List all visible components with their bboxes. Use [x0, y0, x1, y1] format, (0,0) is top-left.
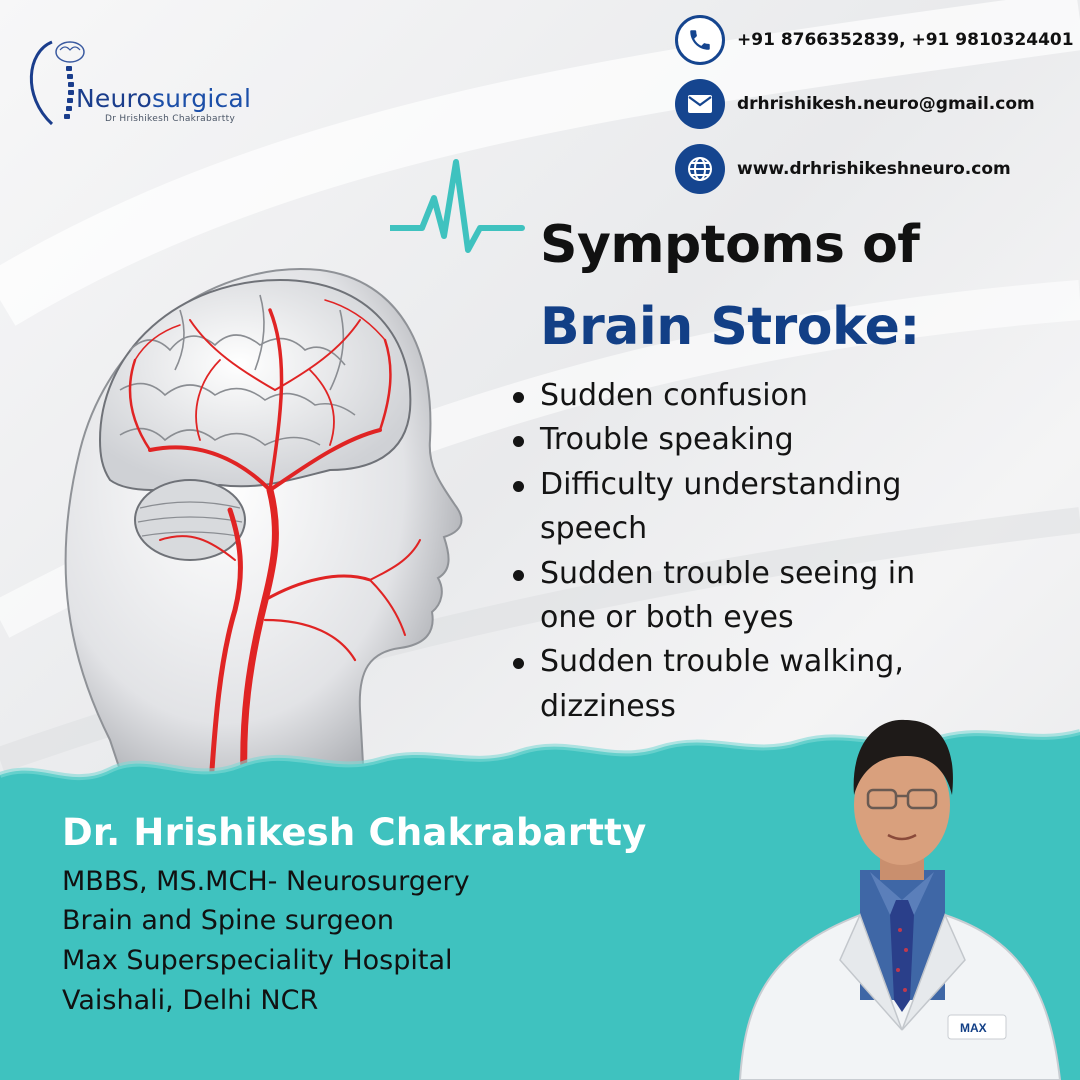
doctor-portrait [720, 700, 1080, 1080]
doctor-photo [720, 700, 1080, 1080]
heading-line-2: Brain Stroke: [540, 297, 920, 357]
logo-word-neuro: Neuro [76, 84, 152, 113]
doctor-credential: Vaishali, Delhi NCR [62, 985, 319, 1016]
symptom-item: Sudden trouble seeing in one or both eyes [510, 552, 970, 641]
doctor-credential: Brain and Spine surgeon [62, 905, 395, 936]
phone-numbers: +91 8766352839, +91 9810324401 [737, 30, 1074, 50]
symptom-item: Sudden trouble walking, dizziness [510, 640, 970, 729]
symptom-item: Sudden confusion [510, 374, 970, 418]
doctor-name: Dr. Hrishikesh Chakrabartty [62, 811, 647, 854]
logo-subtitle: Dr Hrishikesh Chakrabartty [105, 114, 236, 124]
doctor-credential: Max Superspeciality Hospital [62, 945, 453, 976]
website-url: www.drhrishikeshneuro.com [737, 159, 1011, 179]
symptom-item: Trouble speaking [510, 418, 970, 462]
doctor-credential: MBBS, MS.MCH- Neurosurgery [62, 866, 470, 897]
email-address: drhrishikesh.neuro@gmail.com [737, 94, 1035, 114]
symptom-item: Difficulty understanding speech [510, 463, 970, 552]
coat-badge-text: MAX [960, 1021, 987, 1035]
logo-word-surgical: surgical [151, 84, 252, 113]
heading-line-1: Symptoms of [540, 215, 920, 275]
